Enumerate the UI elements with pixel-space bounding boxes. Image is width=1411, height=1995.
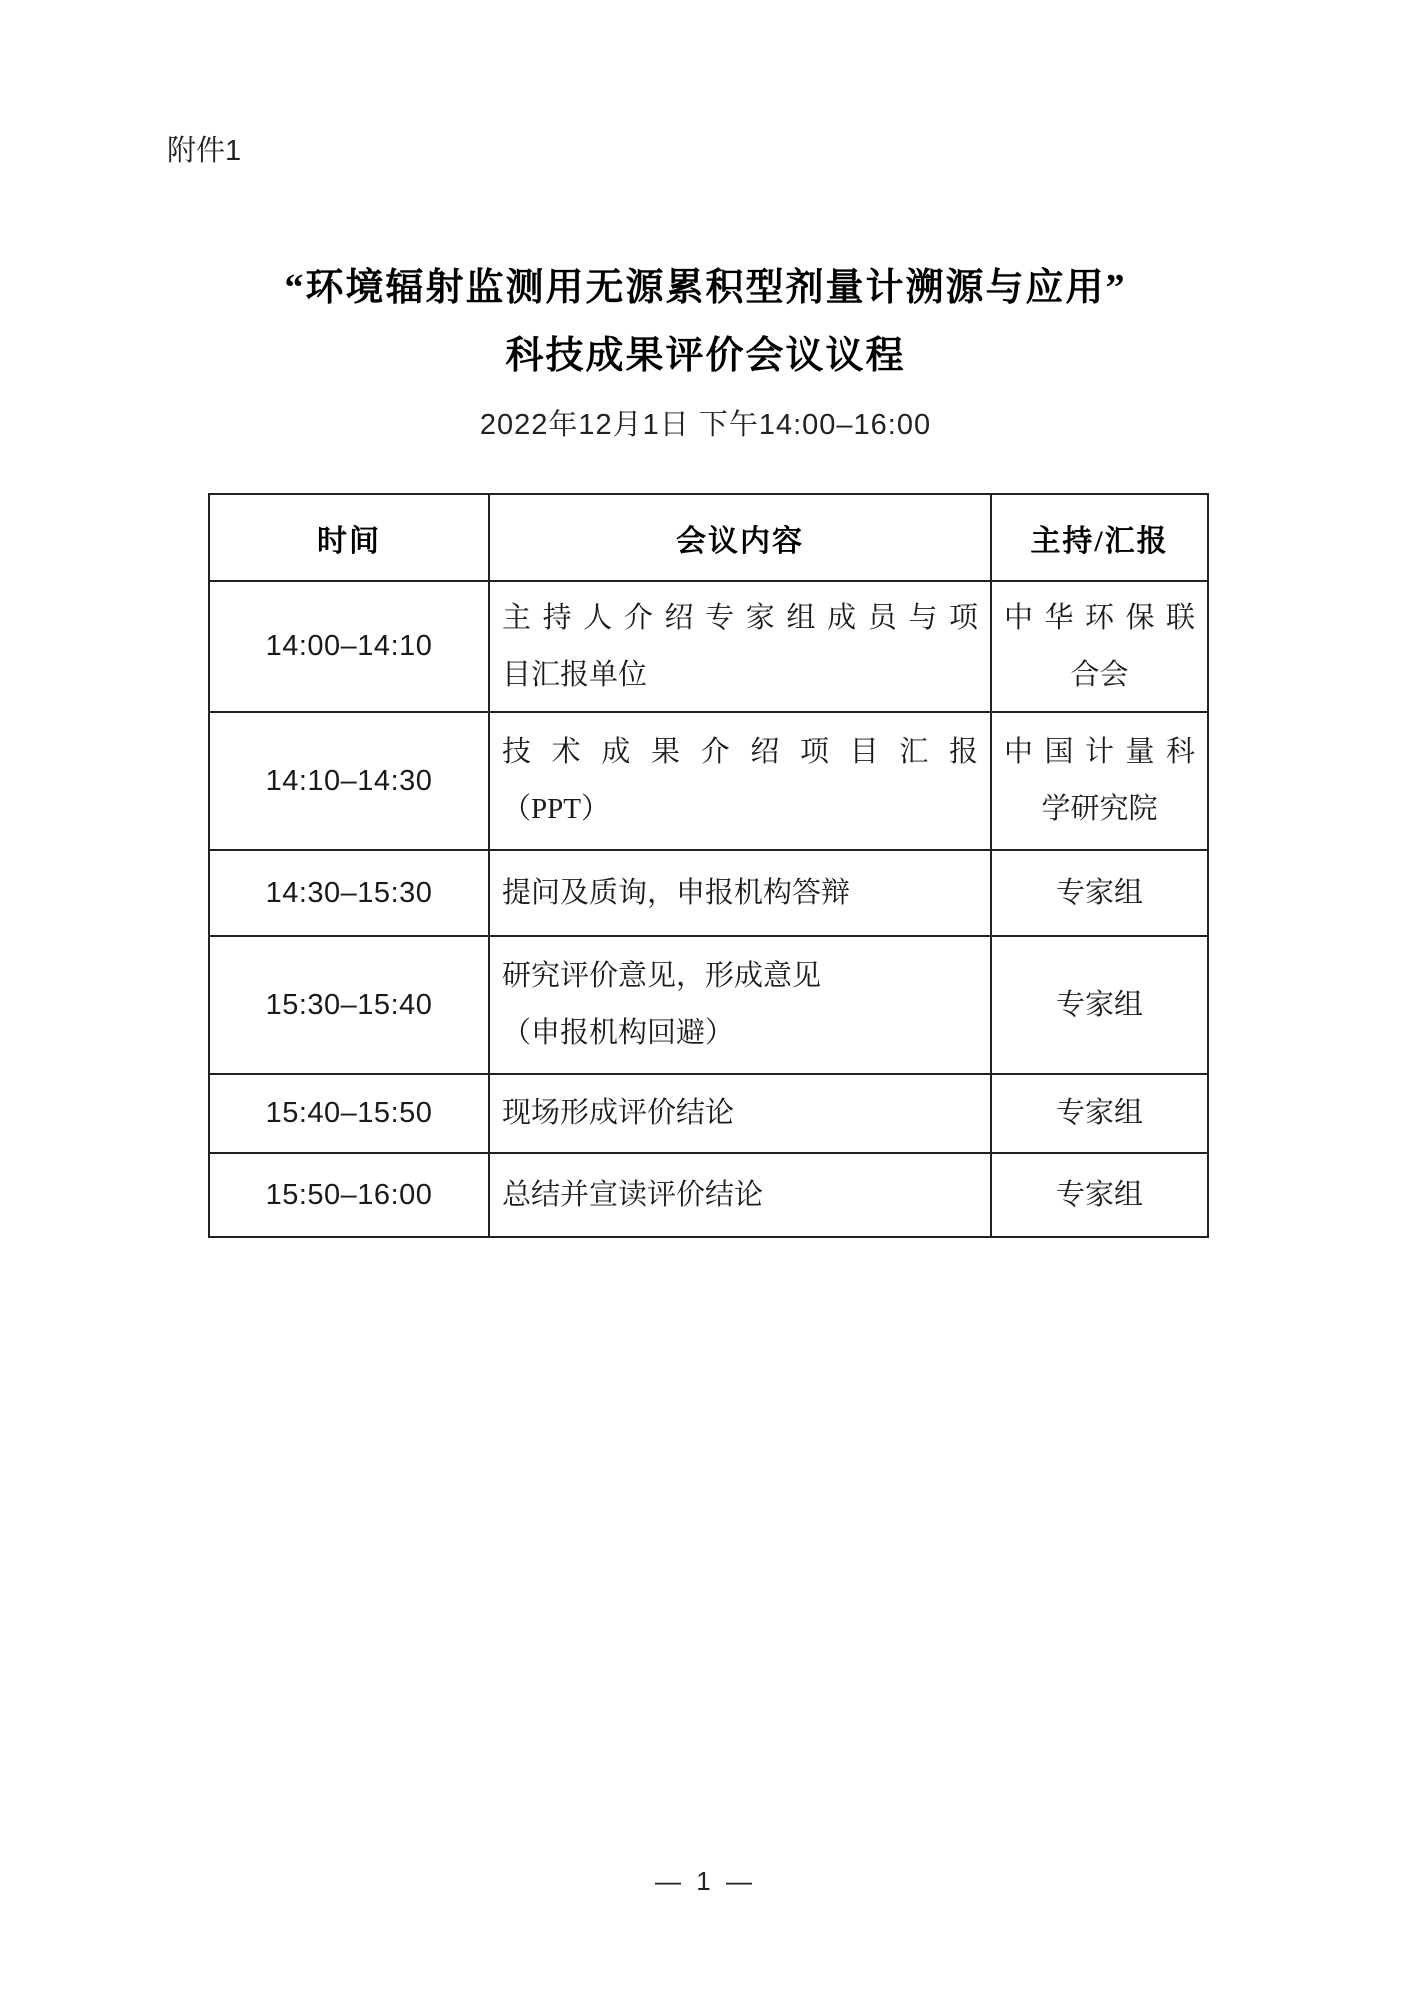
content-cell-line: 主持人介绍专家组成员与项 [502, 601, 978, 634]
time-cell [209, 936, 489, 1074]
time-cell-line: 14:30–15:30 [265, 876, 433, 909]
col-header-host: 主持/汇报 [991, 494, 1208, 581]
agenda-table-body [209, 581, 1208, 1237]
host-cell [991, 936, 1208, 1074]
host-cell [991, 1074, 1208, 1153]
host-cell-line: 合会 [1070, 658, 1129, 691]
table-row [209, 1153, 1208, 1237]
host-cell-line: 专家组 [1055, 1097, 1143, 1130]
host-cell-line: 专家组 [1055, 988, 1143, 1021]
col-header-content: 会议内容 [489, 494, 991, 581]
content-cell-line: 技术成果介绍项目汇报 [502, 736, 978, 769]
host-cell [991, 1153, 1208, 1237]
content-cell-line: （PPT） [502, 793, 610, 825]
table-row [209, 850, 1208, 936]
content-cell-line: 总结并宣读评价结论 [502, 1178, 764, 1211]
header-row [209, 494, 1208, 581]
host-cell [991, 581, 1208, 712]
host-cell [991, 712, 1208, 850]
time-cell [209, 850, 489, 936]
time-cell-line: 15:40–15:50 [265, 1097, 433, 1130]
host-cell-line: 学研究院 [1041, 793, 1158, 825]
table-row [209, 712, 1208, 850]
time-cell [209, 712, 489, 850]
content-cell-line: 提问及质询，申报机构答辩 [502, 876, 851, 909]
time-cell-line: 14:00–14:10 [265, 630, 433, 663]
doc-title-line2: 科技成果评价会议议程 [505, 335, 906, 377]
time-cell [209, 1074, 489, 1153]
host-cell [991, 850, 1208, 936]
attachment-label: 附件1 [167, 135, 242, 167]
content-cell [489, 1074, 991, 1153]
content-cell [489, 581, 991, 712]
host-cell-line: 中华环保联 [1004, 601, 1195, 634]
table-row [209, 581, 1208, 712]
agenda-table-header [209, 494, 1208, 581]
time-cell [209, 581, 489, 712]
content-cell [489, 936, 991, 1074]
time-cell-line: 14:10–14:30 [265, 764, 433, 797]
time-cell-line: 15:30–15:40 [265, 988, 433, 1021]
content-cell-line: （申报机构回避） [502, 1017, 735, 1049]
time-cell-line: 15:50–16:00 [265, 1178, 433, 1211]
content-cell-line: 现场形成评价结论 [502, 1097, 735, 1130]
content-cell-line: 研究评价意见，形成意见 [502, 960, 822, 993]
page-number: — 1 — [655, 1866, 756, 1896]
meeting-datetime: 2022年12月1日 下午14:00–16:00 [479, 409, 932, 441]
time-cell [209, 1153, 489, 1237]
host-cell-line: 专家组 [1055, 876, 1143, 909]
content-cell [489, 850, 991, 936]
host-cell-line: 专家组 [1055, 1178, 1143, 1211]
doc-title-line1: “环境辐射监测用无源累积型剂量计溯源与应用” [284, 267, 1127, 309]
agenda-table [208, 493, 1209, 1238]
content-cell [489, 1153, 991, 1237]
col-header-time: 时间 [209, 494, 489, 581]
table-row [209, 936, 1208, 1074]
content-cell-line: 目汇报单位 [502, 658, 648, 691]
content-cell [489, 712, 991, 850]
host-cell-line: 中国计量科 [1004, 736, 1195, 769]
table-row [209, 1074, 1208, 1153]
